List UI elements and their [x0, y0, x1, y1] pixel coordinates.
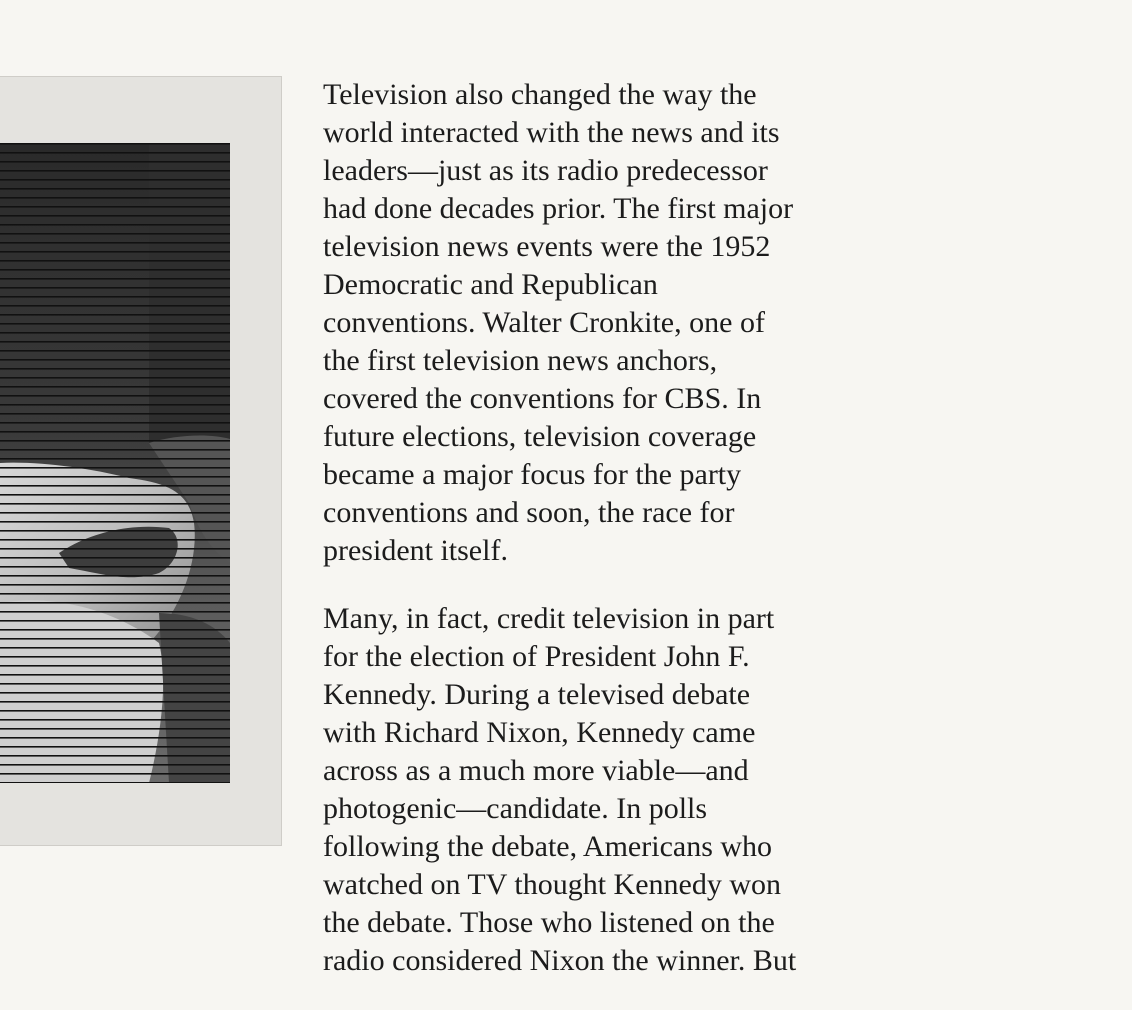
paragraph-line: following the debate, Americans who	[323, 830, 773, 863]
article-paragraph	[323, 76, 863, 570]
paragraph-line: had done decades prior. The first major	[323, 192, 794, 225]
paragraph-line: president itself.	[323, 534, 508, 567]
paragraph-line: for the election of President John F.	[323, 640, 750, 673]
paragraph-line: photogenic—candidate. In polls	[323, 792, 708, 825]
paragraph-line: across as a much more viable—and	[323, 754, 749, 787]
paragraph-line: watched on TV thought Kennedy won	[323, 868, 781, 901]
paragraph-line: conventions. Walter Cronkite, one of	[323, 306, 765, 339]
article-body	[323, 76, 863, 1010]
paragraph-line: with Richard Nixon, Kennedy came	[323, 716, 756, 749]
paragraph-line: television news events were the 1952	[323, 230, 771, 263]
paragraph-line: covered the conventions for CBS. In	[323, 382, 762, 415]
photo-television-scanlines	[0, 143, 230, 783]
paragraph-line: Television also changed the way the	[323, 78, 757, 111]
paragraph-line: the debate. Those who listened on the	[323, 906, 775, 939]
paragraph-line: Many, in fact, credit television in part	[323, 602, 775, 635]
paragraph-line: world interacted with the news and its	[323, 116, 780, 149]
article-paragraph	[323, 600, 863, 980]
paragraph-line: became a major focus for the party	[323, 458, 742, 491]
paragraph-line: the first television news anchors,	[323, 344, 718, 377]
paragraph-line: Kennedy. During a televised debate	[323, 678, 751, 711]
paragraph-line: radio considered Nixon the winner. But	[323, 944, 797, 977]
paragraph-line: conventions and soon, the race for	[323, 496, 735, 529]
paragraph-line: Democratic and Republican	[323, 268, 658, 301]
paragraph-line: future elections, television coverage	[323, 420, 757, 453]
figure-panel	[0, 76, 282, 846]
paragraph-line: leaders—just as its radio predecessor	[323, 154, 768, 187]
